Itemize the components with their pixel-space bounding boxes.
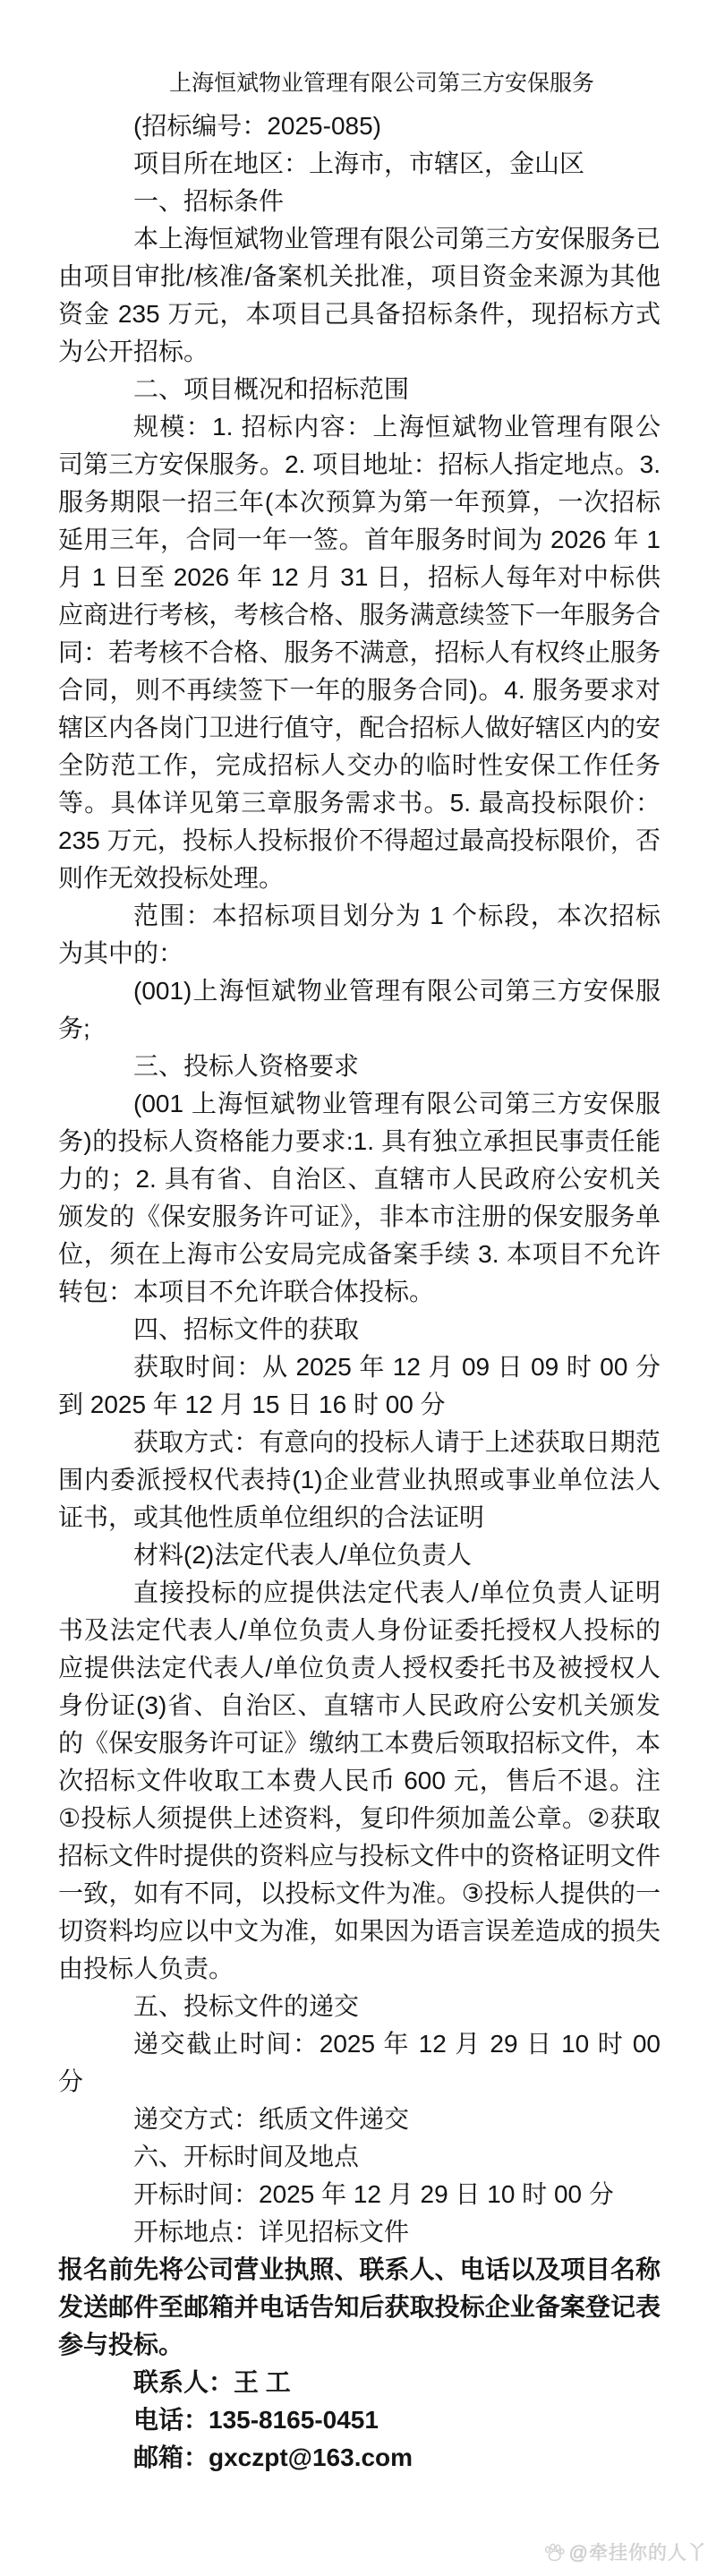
paragraph: 获取方式：有意向的投标人请于上述获取日期范围内委派授权代表持(1)企业营业执照或事业单位法人证书，或其他性质单位组织的合法证明 <box>58 1428 661 1531</box>
paragraph: 二、项目概况和招标范围 <box>133 375 410 403</box>
paragraph: 开标地点：详见招标文件 <box>133 2218 410 2246</box>
paragraph: 开标时间：2025 年 12 月 29 日 10 时 00 分 <box>133 2180 614 2208</box>
paragraph: 范围：本招标项目划分为 1 个标段，本次招标为其中的： <box>58 902 661 967</box>
paragraph: 三、投标人资格要求 <box>133 1052 360 1080</box>
paragraph: 电话：135-8165-0451 <box>133 2406 379 2434</box>
paragraph: (招标编号：2025-085) <box>133 112 381 140</box>
watermark <box>543 2538 707 2565</box>
paragraph: 材料(2)法定代表人/单位负责人 <box>133 1541 473 1569</box>
paragraph: (001)上海恒斌物业管理有限公司第三方安保服务; <box>58 977 661 1042</box>
paragraph: 递交截止时间：2025 年 12 月 29 日 10 时 00 分 <box>58 2030 661 2095</box>
paragraph: 递交方式：纸质文件递交 <box>133 2105 410 2133</box>
paw-icon <box>543 2542 565 2562</box>
paragraph: 联系人：王 工 <box>133 2368 291 2396</box>
paragraph: 获取时间：从 2025 年 12 月 09 日 09 时 00 分到 2025 年 12 月 15 日 16 时 00 分 <box>58 1353 661 1418</box>
paragraph: 邮箱：gxczpt@163.com <box>133 2443 413 2471</box>
paragraph: 本上海恒斌物业管理有限公司第三方安保服务已由项目审批/核准/备案机关批准，项目资金来源为其他资金 235 万元，本项目己具备招标条件，现招标方式为公开招标。 <box>58 225 661 365</box>
paragraph: 四、招标文件的获取 <box>133 1315 360 1343</box>
paragraph: 规模：1. 招标内容：上海恒斌物业管理有限公司第三方安保服务。2. 项目地址：招标人指定地点。3. 服务期限一招三年(本次预算为第一年预算，一次招标延用三年，合同一年一签。首年服务时间为 2026 年 1 月 1 日至 2026 年 12 月 31 日，招标人每年对中标供应商进行考核，考核合格、服务满意续签下一年服务合同：若考核不合格、服务不满意，招标人有权终止服务合同，则不再续签下一年的服务合同)。4. 服务要求对辖区内各岗门卫进行值守，配合招标人做好辖区内的安全防范工作，完成招标人交办的临时性安保工作任务等。具体详见第三章服务需求书。5. 最高投标限价：235 万元，投标人投标报价不得超过最高投标限价，否则作无效投标处理。 <box>58 413 661 892</box>
paragraph: 六、开标时间及地点 <box>133 2143 360 2170</box>
paragraph: 报名前先将公司营业执照、联系人、电话以及项目名称发送邮件至邮箱并电话告知后获取投标企业备案登记表参与投标。 <box>58 2255 661 2358</box>
document-body <box>58 107 661 2477</box>
paragraph: 直接投标的应提供法定代表人/单位负责人证明书及法定代表人/单位负责人身份证委托授权人投标的应提供法定代表人/单位负责人授权委托书及被授权人身份证(3)省、自治区、直辖市人民政府公安机关颁发的《保安服务许可证》缴纳工本费后领取招标文件，本次招标文件收取工本费人民币 600 元，售后不退。注①投标人须提供上述资料，复印件须加盖公章。②获取招标文件时提供的资料应与投标文件中的资格证明文件一致，如有不同，以投标文件为准。③投标人提供的一切资料均应以中文为准，如果因为语言误差造成的损失由投标人负责。 <box>58 1579 661 1982</box>
paragraph: (001 上海恒斌物业管理有限公司第三方安保服务)的投标人资格能力要求:1. 具有独立承担民事责任能力的；2. 具有省、自治区、直辖市人民政府公安机关颁发的《保安服务许可证》，非本市注册的保安服务单位，须在上海市公安局完成备案手续 3. 本项目不允许转包：本项目不允许联合体投标。 <box>58 1090 661 1305</box>
paragraph: 五、投标文件的递交 <box>133 1992 360 2020</box>
paragraph: 项目所在地区：上海市，市辖区，金山区 <box>133 150 585 177</box>
document-title: 上海恒斌物业管理有限公司第三方安保服务 <box>168 71 594 96</box>
watermark-handle: @牵挂你的人丫 <box>568 2543 707 2563</box>
paragraph: 一、招标条件 <box>133 187 285 215</box>
